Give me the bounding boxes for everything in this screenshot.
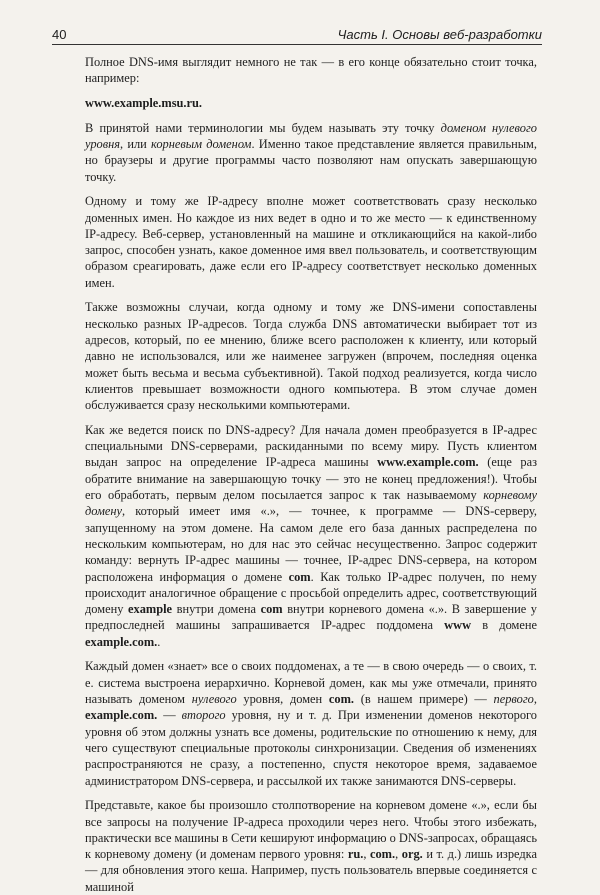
paragraph <box>85 120 537 185</box>
paragraph <box>85 422 537 650</box>
text-run: Также возможны случаи, когда одному и тому же DNS-имени сопоставлены несколько разных IP-адресов. Тогда служба DNS автоматически выбирает тот из адресов, который, по ее мнению, ближе всего расположен к клиенту, или который давно не использовался, или же наименее загружен (впрочем, последняя оценка может быть весьма и весьма субъективной). Такой подход реализуется, когда число клиентов превышает возможности одного компьютера. В этом случае домен обслуживается сразу несколькими компьютерами. <box>85 300 537 413</box>
text-run: , <box>363 847 370 862</box>
text-run: . Как только IP-адрес получен, по нему происходит аналогичное обращение с просьбой определить адрес, соответствующий домену <box>85 569 537 617</box>
text-run: внутри домена <box>172 602 261 617</box>
page-number: 40 <box>52 27 67 42</box>
bold-text: www.example.msu.ru. <box>85 95 203 110</box>
bold-text: ru. <box>347 847 364 862</box>
paragraph <box>85 299 537 413</box>
text-run: внутри корневого домена «.». В завершение у предпоследней машины запрашивается IP-адрес поддомена <box>85 602 537 633</box>
italic-text: первого <box>493 692 534 707</box>
bold-text: com. <box>369 847 396 862</box>
text-run: (в нашем примере) — <box>354 692 494 707</box>
bold-text: org. <box>401 847 423 862</box>
bold-text: www.example.com. <box>377 455 479 470</box>
paragraph <box>85 54 537 87</box>
text-run: — <box>157 708 182 723</box>
bold-text: example.com. <box>85 634 158 649</box>
italic-text: корневым доменом <box>151 136 252 151</box>
bold-text: example.com. <box>85 708 158 723</box>
text-run: и т. д.) лишь изредка — для обновления этого кеша. Например, пусть пользователь впервые соединяется с машиной <box>85 847 537 894</box>
text-run: Одному и тому же IP-адресу вполне может соответствовать сразу несколько доменных имен. Но каждое из них ведет в одно и то же место — к единственному IP-адресу. Веб-сервер, установленный на машине и откликающийся на какой-либо запрос, способен узнать, какое доменное имя ввел пользователь, и соответствующим образом среагировать, даже если его IP-адресу соответствует несколько доменных имен. <box>85 194 537 290</box>
running-header <box>52 20 542 45</box>
text-run: , <box>395 847 402 862</box>
bold-text: www <box>444 618 472 633</box>
text-run: Каждый домен «знает» все о своих поддоменах, а те — в свою очередь — о своих, т. е. система выстроена иерархично. Корневой домен, как мы уже отмечали, принято называть доменом <box>85 659 537 707</box>
italic-text: нулевого <box>191 692 237 707</box>
text-run: , или <box>120 136 152 151</box>
text-run: уровня, домен <box>236 692 329 707</box>
section-title: Часть I. Основы веб-разработки <box>337 27 542 42</box>
text-run: . Именно такое представление является правильным, но браузеры и другие программы часто позволяют нам опускать завершающую точку. <box>85 136 537 184</box>
text-run: . <box>157 634 161 649</box>
bold-text: com. <box>328 692 355 707</box>
paragraph <box>85 658 537 788</box>
text-run: , который имеет имя «.», — точнее, к программе — DNS-серверу, запущенному на этом домене. На самом деле его база данных распределена по нескольким компьютерам, но для нас это сейчас несущественно. Запрос содержит команду: вернуть IP-адрес машины — точнее, IP-адрес DNS-сервера, на котором расположена информация о домене <box>85 504 537 584</box>
paragraph <box>85 797 537 895</box>
bold-text: com <box>260 602 283 617</box>
bold-text: com <box>288 569 311 584</box>
italic-text: доменом нулевого уровня <box>85 120 537 151</box>
paragraph <box>85 95 537 111</box>
body-text <box>85 54 537 895</box>
text-run: в домене <box>471 618 537 633</box>
text-run: (еще раз обратите внимание на завершающую точку — это не конец предложения!). Чтобы его обработать, первым делом посылается запрос к так называемому <box>85 455 537 503</box>
italic-text: второго <box>181 708 226 723</box>
italic-text: корневому домену <box>85 488 537 519</box>
text-run: Полное DNS-имя выглядит немного не так — в его конце обязательно стоит точка, например: <box>85 55 537 86</box>
text-run: В принятой нами терминологии мы будем называть эту точку <box>85 120 441 135</box>
text-run: Представьте, какое бы произошло столпотворение на корневом домене «.», если бы все запросы на получение IP-адреса проходили через него. Чтобы этого избежать, практически все машины в Сети кешируют информацию о DNS-запросах, обращаясь к корневому домену (и доменам первого уровня: <box>85 798 538 862</box>
text-run: Как же ведется поиск по DNS-адресу? Для начала домен преобразуется в IP-адрес специальными DNS-серверами, раскиданными по всему миру. Пусть клиентом выдан запрос на определение IP-адреса машины <box>85 422 537 470</box>
paragraph <box>85 193 537 291</box>
text-run: уровня, ну и т. д. При изменении доменов некоторого уровня об этом должны узнать все домены, родительские по отношению к нему, для чего существуют специальные протоколы синхронизации. Сведения об изменениях распространяются не сразу, а постепенно, спустя некоторое время, задаваемое администратором DNS-сервера, и рассылкой их также занимаются DNS-серверы. <box>85 708 537 788</box>
text-run: , <box>533 692 537 707</box>
bold-text: example <box>128 602 173 617</box>
